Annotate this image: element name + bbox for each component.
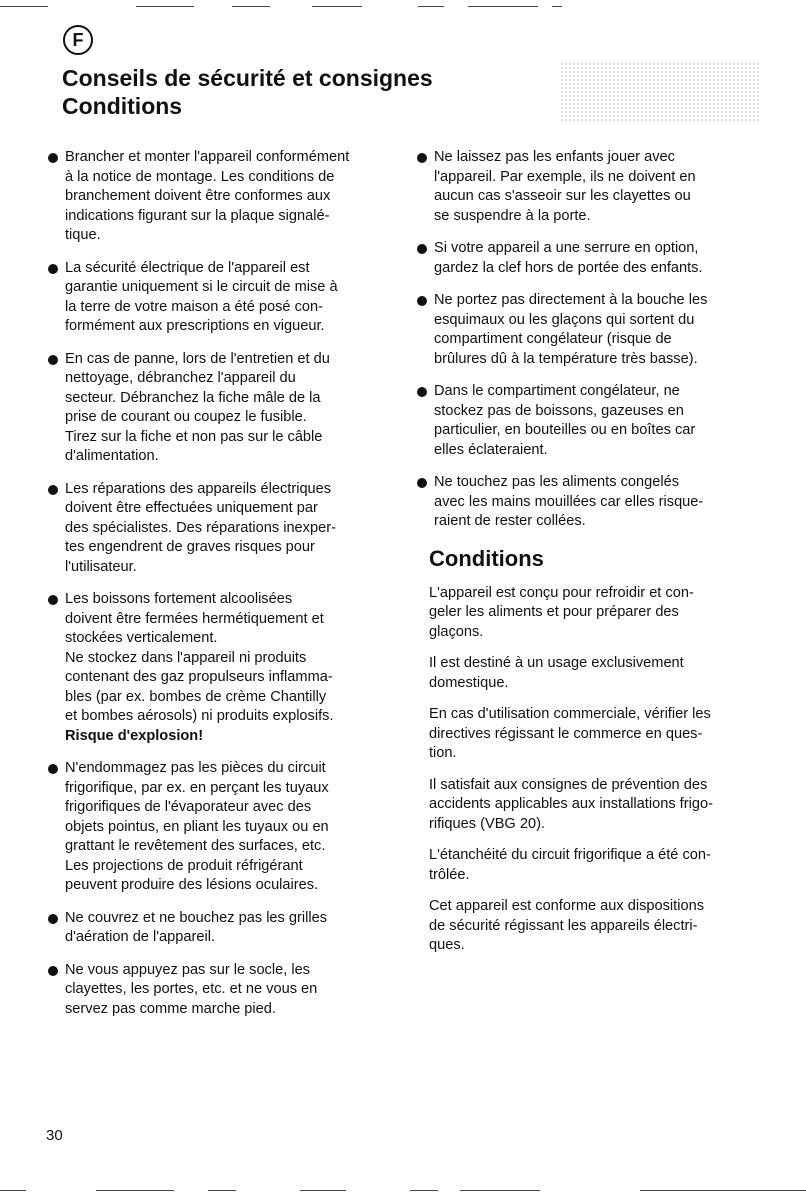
bullet-item: [48, 759, 388, 896]
text-line: tique.: [65, 227, 101, 243]
text-line: clayettes, les portes, etc. et ne vous en: [65, 981, 318, 997]
text-line: bles (par ex. bombes de crème Chantilly: [65, 688, 327, 705]
paragraph: [429, 897, 765, 956]
text-line: peuvent produire des lésions oculaires.: [65, 877, 319, 893]
bullet-dot-icon: [48, 485, 58, 495]
text-line: L'étanchéité du circuit frigorifique a été con-: [429, 847, 711, 863]
text-line: d'aération de l'appareil.: [65, 929, 215, 945]
bottom-rule: [640, 1190, 806, 1191]
text-line: l'utilisateur.: [65, 558, 137, 575]
bullet-item: [48, 590, 388, 746]
warning-text: Risque d'explosion!: [65, 727, 204, 744]
text-line: directives régissant le commerce en ques-: [429, 725, 703, 742]
top-rule: [552, 6, 562, 7]
paragraph: [429, 846, 765, 885]
text-line: nettoyage, débranchez l'appareil du: [65, 370, 296, 386]
bullet-dot-icon: [48, 595, 58, 605]
text-line: trôlée.: [429, 866, 470, 883]
text-line: Ne touchez pas les aliments congelés: [434, 474, 679, 490]
text-line: raient de rester collées.: [434, 513, 586, 529]
bullet-item: [48, 148, 388, 246]
text-line: garantie uniquement si le circuit de mise à: [65, 279, 338, 295]
text-line: secteur. Débranchez la fiche mâle de la: [65, 389, 321, 406]
text-line: à la notice de montage. Les conditions de: [65, 168, 335, 185]
text-line: L'appareil est conçu pour refroidir et con-: [429, 584, 694, 601]
text-line: Si votre appareil a une serrure en option,: [434, 240, 699, 256]
top-rule: [232, 6, 270, 7]
bullet-dot-icon: [48, 355, 58, 365]
paragraph: [429, 776, 765, 835]
bullet-dot-icon: [417, 296, 427, 306]
text-line: En cas de panne, lors de l'entretien et du: [65, 350, 330, 367]
right-column: [417, 148, 765, 968]
bullet-dot-icon: [417, 478, 427, 488]
bullet-dot-icon: [417, 387, 427, 397]
bullet-item: [48, 909, 388, 948]
text-line: ques.: [429, 937, 465, 953]
text-line: frigorifique, par ex. en perçant les tuyaux: [65, 779, 329, 796]
text-line: Brancher et monter l'appareil conformément: [65, 149, 350, 165]
text-line: Ne portez pas directement à la bouche les: [434, 292, 708, 308]
bullet-item: [417, 291, 765, 369]
text-line: particulier, en bouteilles ou en boîtes car: [434, 422, 696, 438]
text-line: contenant des gaz propulseurs inflamma-: [65, 669, 333, 685]
text-line: gardez la clef hors de portée des enfants.: [434, 259, 703, 276]
top-rule: [468, 6, 538, 7]
text-line: Les réparations des appareils électriques: [65, 480, 332, 497]
bottom-rule: [410, 1190, 438, 1191]
bullet-dot-icon: [48, 764, 58, 774]
bullet-dot-icon: [48, 153, 58, 163]
text-line: prise de courant ou coupez le fusible.: [65, 409, 307, 425]
top-rule: [136, 6, 194, 7]
bullet-item: [417, 148, 765, 226]
text-line: l'appareil. Par exemple, ils ne doivent en: [434, 168, 696, 185]
text-line: Ne stockez dans l'appareil ni produits: [65, 649, 307, 666]
text-line: stockez pas de boissons, gazeuses en: [434, 402, 684, 419]
title-line: Conseils de sécurité et consignes: [62, 65, 433, 91]
text-line: Les boissons fortement alcoolisées: [65, 591, 293, 607]
section-title: Conditions: [429, 545, 544, 571]
text-line: frigorifiques de l'évaporateur avec des: [65, 799, 312, 815]
bottom-rule: [300, 1190, 346, 1191]
bullet-item: [48, 961, 388, 1020]
text-line: Ne laissez pas les enfants jouer avec: [434, 149, 675, 165]
text-line: doivent être effectuées uniquement par: [65, 500, 318, 516]
scan-noise: [560, 62, 760, 122]
text-line: avec les mains mouillées car elles risque-: [434, 493, 704, 510]
text-line: tes engendrent de graves risques pour: [65, 539, 315, 555]
text-line: esquimaux ou les glaçons qui sortent du: [434, 311, 695, 328]
bullet-dot-icon: [48, 264, 58, 274]
text-line: brûlures dû à la température très basse).: [434, 350, 698, 367]
text-line: de sécurité régissant les appareils électri-: [429, 917, 698, 934]
text-line: indications figurant sur la plaque signalé-: [65, 207, 330, 224]
page-title: [62, 64, 433, 120]
text-line: glaçons.: [429, 623, 484, 640]
text-line: et bombes aérosols) ni produits explosifs.: [65, 708, 334, 724]
text-line: domestique.: [429, 674, 509, 691]
text-line: Ne vous appuyez pas sur le socle, les: [65, 961, 310, 978]
text-line: Il satisfait aux consignes de prévention des: [429, 776, 708, 793]
text-line: formément aux prescriptions en vigueur.: [65, 318, 325, 334]
text-line: compartiment congélateur (risque de: [434, 331, 672, 347]
text-line: N'endommagez pas les pièces du circuit: [65, 760, 326, 776]
text-line: Dans le compartiment congélateur, ne: [434, 383, 680, 399]
paragraph: [429, 705, 765, 764]
text-line: Ne couvrez et ne bouchez pas les grilles: [65, 909, 328, 926]
paragraph: [429, 584, 765, 643]
bullet-item: [48, 480, 388, 578]
bullet-dot-icon: [48, 914, 58, 924]
top-rule: [0, 6, 48, 7]
text-line: rifiques (VBG 20).: [429, 815, 545, 832]
bullet-dot-icon: [417, 153, 427, 163]
bottom-rule: [208, 1190, 236, 1191]
bullet-item: [417, 473, 765, 532]
bullet-dot-icon: [48, 966, 58, 976]
text-line: aucun cas s'asseoir sur les clayettes ou: [434, 188, 691, 204]
text-line: Les projections de produit réfrigérant: [65, 857, 303, 874]
text-line: La sécurité électrique de l'appareil est: [65, 259, 310, 276]
text-line: En cas d'utilisation commerciale, vérifier les: [429, 706, 711, 722]
text-line: objets pointus, en pliant les tuyaux ou en: [65, 818, 329, 835]
text-line: Il est destiné à un usage exclusivement: [429, 655, 684, 671]
bullet-item: [48, 350, 388, 467]
bullet-item: [417, 382, 765, 460]
bullet-item: [48, 259, 388, 337]
top-rule: [312, 6, 362, 7]
top-rule: [418, 6, 444, 7]
text-line: stockées verticalement.: [65, 630, 218, 646]
text-line: se suspendre à la porte.: [434, 207, 591, 224]
bottom-rule: [0, 1190, 26, 1191]
left-column: [48, 148, 388, 1032]
text-line: servez pas comme marche pied.: [65, 1000, 276, 1017]
text-line: grattant le revêtement des surfaces, etc.: [65, 838, 326, 854]
text-line: geler les aliments et pour préparer des: [429, 604, 679, 620]
text-line: Tirez sur la fiche et non pas sur le câble: [65, 428, 323, 445]
text-line: accidents applicables aux installations frigo-: [429, 796, 713, 812]
bullet-dot-icon: [417, 244, 427, 254]
text-line: elles éclateraient.: [434, 441, 548, 458]
bottom-rule: [96, 1190, 174, 1191]
text-line: tion.: [429, 745, 457, 761]
paragraph: [429, 654, 765, 693]
bottom-rule: [460, 1190, 540, 1191]
text-line: d'alimentation.: [65, 448, 159, 464]
text-line: doivent être fermées hermétiquement et: [65, 610, 324, 627]
title-line: Conditions: [62, 93, 183, 119]
text-line: Cet appareil est conforme aux dispositions: [429, 898, 704, 914]
text-line: des spécialistes. Des réparations inexper-: [65, 519, 336, 536]
text-line: branchement doivent être conformes aux: [65, 188, 331, 204]
language-badge: F: [63, 25, 93, 55]
text-line: la terre de votre maison a été posé con-: [65, 298, 323, 315]
page-number: 30: [46, 1127, 63, 1144]
bullet-item: [417, 239, 765, 278]
